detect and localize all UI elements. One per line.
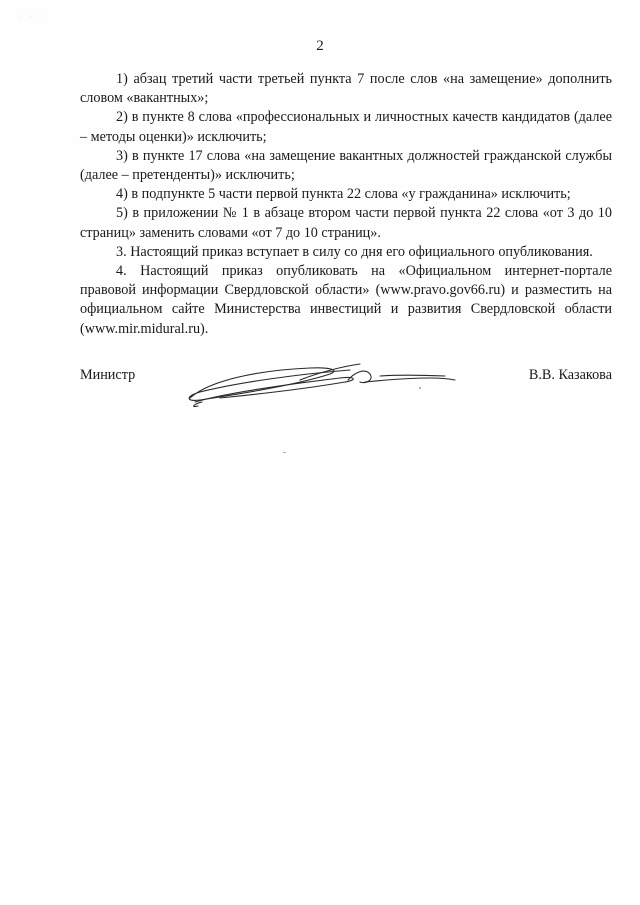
scan-artifact: · · · <box>20 14 44 20</box>
signature-block <box>80 364 612 424</box>
effective-date-paragraph: 3. Настоящий приказ вступает в силу со дня его официального опубликования. <box>116 243 593 260</box>
amendment-paragraph-4: 4) в подпункте 5 части первой пункта 22 слова «у гражданина» исключить; <box>116 186 571 203</box>
document-body <box>80 70 612 339</box>
amendment-paragraph-3: 3) в пункте 17 слова «на замещение вакантных должностей гражданской службы (далее – претенденты)» исключить; <box>80 147 612 184</box>
amendment-paragraph-1: 1) абзац третий части третьей пункта 7 после слов «на замещение» дополнить словом «вакантных»; <box>80 71 612 107</box>
scan-speck <box>283 452 286 453</box>
publication-paragraph: 4. Настоящий приказ опубликовать на «Официальном интернет-портале правовой информации Свердловской области» (www.pravo.gov66.ru) и разместить на официальном сайте Министерства инвестиций и развития Свердловской области (www.mir.midural.ru). <box>80 263 612 337</box>
handwritten-signature <box>180 358 480 418</box>
amendment-paragraph-5: 5) в приложении № 1 в абзаце втором части первой пункта 22 слова «от 3 до 10 страниц» заменить словами «от 7 до 10 страниц». <box>80 205 612 241</box>
amendment-paragraph-2: 2) в пункте 8 слова «профессиональных и личностных качеств кандидатов (далее – методы оценки)» исключить; <box>80 109 612 145</box>
signatory-title: Министр <box>80 367 136 383</box>
page-number: 2 <box>316 38 324 54</box>
signatory-name: В.В. Казакова <box>528 367 612 383</box>
